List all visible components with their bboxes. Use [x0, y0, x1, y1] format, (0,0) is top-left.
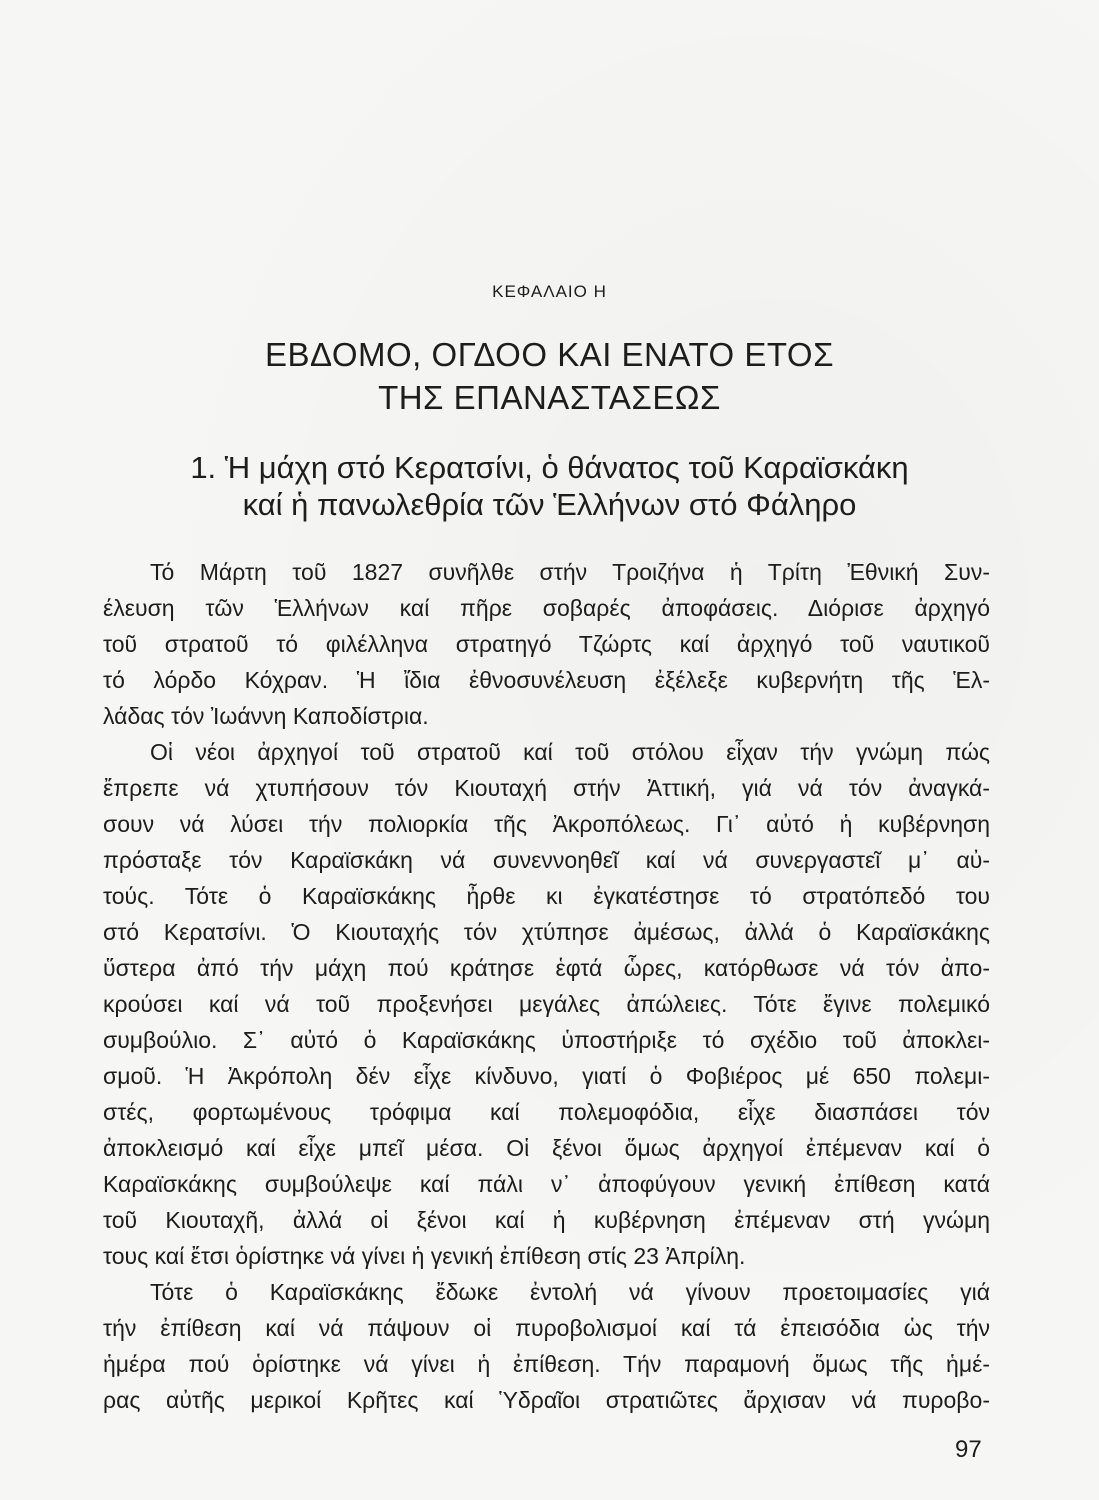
page-number: 97 — [955, 1436, 982, 1463]
text-line: σουν νά λύσει τήν πολιορκία τῆς Ἀκροπόλεως. Γι᾽ αὐτό ἡ κυβέρνηση — [103, 811, 990, 837]
body-text — [103, 554, 990, 1418]
text-line: έλευση τῶν Ἑλλήνων καί πῆρε σοβαρές ἀποφάσεις. Διόρισε ἀρχηγό — [103, 595, 990, 621]
text-line: στές, φορτωμένους τρόφιμα καί πολεμοφόδια, εἶχε διασπάσει τόν — [103, 1099, 990, 1125]
text-line: ὕστερα ἀπό τήν μάχη πού κράτησε ἑφτά ὧρες, κατόρθωσε νά τόν ἀπο- — [103, 955, 990, 981]
chapter-title — [0, 333, 1099, 419]
text-line: Τότε ὁ Καραϊσκάκης ἔδωκε ἐντολή νά γίνουν προετοιμασίες γιά — [150, 1279, 990, 1305]
text-line: ἡμέρα πού ὁρίστηκε νά γίνει ἡ ἐπίθεση. Τήν παραμονή ὅμως τῆς ἡμέ- — [103, 1351, 990, 1377]
text-line: τήν ἐπίθεση καί νά πάψουν οἱ πυροβολισμοί καί τά ἐπεισόδια ὡς τήν — [103, 1315, 990, 1341]
text-line: ρας αὐτῆς μερικοί Κρῆτες καί Ὑδραῖοι στρατιῶτες ἄρχισαν νά πυροβο- — [103, 1387, 990, 1413]
text-line: κρούσει καί νά τοῦ προξενήσει μεγάλες ἀπώλειες. Τότε ἔγινε πολεμικό — [103, 991, 990, 1017]
paragraph — [103, 1274, 990, 1418]
section-heading-line: 1. Ἡ μάχη στό Κερατσίνι, ὁ θάνατος τοῦ Καραϊσκάκη — [190, 450, 909, 485]
text-line: τοῦ Κιουταχῆ, ἀλλά οἱ ξένοι καί ἡ κυβέρνηση ἐπέμεναν στή γνώμη — [103, 1207, 990, 1233]
text-line: τοῦ στρατοῦ τό φιλέλληνα στρατηγό Τζώρτς καί ἀρχηγό τοῦ ναυτικοῦ — [103, 631, 990, 657]
chapter-label: ΚΕΦΑΛΑΙΟ Η — [492, 282, 607, 301]
section-heading-line: καί ἡ πανωλεθρία τῶν Ἑλλήνων στό Φάληρο — [242, 487, 857, 522]
text-line: τό λόρδο Κόχραν. Ἡ ἴδια ἐθνοσυνέλευση ἐξέλεξε κυβερνήτη τῆς Ἑλ- — [103, 667, 990, 693]
paragraph — [103, 554, 990, 734]
text-line: συμβούλιο. Σ᾽ αὐτό ὁ Καραϊσκάκης ὑποστήριξε τό σχέδιο τοῦ ἀποκλει- — [103, 1027, 990, 1053]
text-line: ἀποκλεισμό καί εἶχε μπεῖ μέσα. Οἱ ξένοι ὅμως ἀρχηγοί ἐπέμεναν καί ὁ — [103, 1135, 990, 1161]
paragraph — [103, 734, 990, 1274]
text-line: ἔπρεπε νά χτυπήσουν τόν Κιουταχή στήν Ἀττική, γιά νά τόν ἀναγκά- — [103, 775, 990, 801]
text-line: Τό Μάρτη τοῦ 1827 συνῆλθε στήν Τροιζήνα ἡ Τρίτη Ἐθνική Συν- — [150, 559, 990, 585]
chapter-title-line: ΤΗΣ ΕΠΑΝΑΣΤΑΣΕΩΣ — [378, 379, 721, 416]
text-line: σμοῦ. Ἡ Ἀκρόπολη δέν εἶχε κίνδυνο, γιατί ὁ Φοβιέρος μέ 650 πολεμι- — [103, 1063, 990, 1089]
chapter-title-line: ΕΒΔΟΜΟ, ΟΓΔΟΟ ΚΑΙ ΕΝΑΤΟ ΕΤΟΣ — [264, 336, 834, 373]
text-line: Οἱ νέοι ἀρχηγοί τοῦ στρατοῦ καί τοῦ στόλου εἶχαν τήν γνώμη πώς — [150, 739, 990, 765]
text-line: πρόσταξε τόν Καραϊσκάκη νά συνεννοηθεῖ καί νά συνεργαστεῖ μ᾽ αὐ- — [103, 847, 990, 873]
text-line: τους καί ἔτσι ὁρίστηκε νά γίνει ἡ γενική ἐπίθεση στίς 23 Ἀπρίλη. — [103, 1243, 746, 1269]
text-line: λάδας τόν Ἰωάννη Καποδίστρια. — [103, 703, 429, 729]
text-line: στό Κερατσίνι. Ὁ Κιουταχής τόν χτύπησε ἀμέσως, ἀλλά ὁ Καραϊσκάκης — [103, 919, 990, 945]
text-line: τούς. Τότε ὁ Καραϊσκάκης ἦρθε κι ἐγκατέστησε τό στρατόπεδό του — [103, 883, 990, 909]
text-line: Καραϊσκάκης συμβούλεψε καί πάλι ν᾽ ἀποφύγουν γενική ἐπίθεση κατά — [103, 1171, 990, 1197]
section-heading — [60, 449, 1039, 523]
